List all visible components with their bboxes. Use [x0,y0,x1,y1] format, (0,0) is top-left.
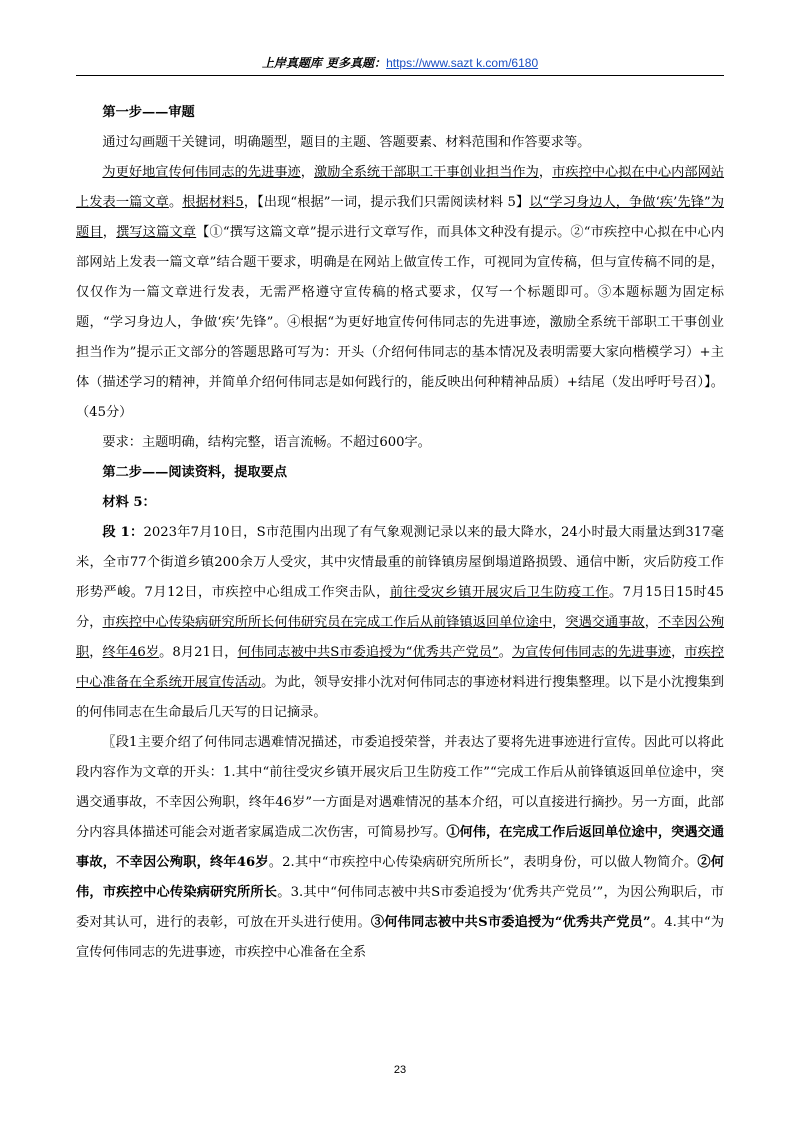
header-rule [76,75,724,76]
paragraph-1: 段 1：2023年7月10日，S市范围内出现了有气象观测记录以来的最大降水，24小时最大雨量达到317毫米，全市77个街道乡镇200余万人受灾，其中灾情最重的前锋镇房屋倒塌道路损毁、通信中断，灾后防疫工作形势严峻。7月12日，市疾控中心组成工作突击队，前往受灾乡镇开展灾后卫生防疫工作。7月15日15时45分，市疾控中心传染病研究所所长何伟研究员在完成工作后从前锋镇返回单位途中，突遇交通事故，不幸因公殉职，终年46岁。8月21日，何伟同志被中共S市委追授为“优秀共产党员”。为宣传何伟同志的先进事迹，市疾控中心准备在全系统开展宣传活动。为此，领导安排小沈对何伟同志的事迹材料进行搜集整理。以下是小沈搜集到的何伟同志在生命最后几天写的日记摘录。 [76,525,725,720]
analysis-paragraph: 〖段1主要介绍了何伟同志遇难情况描述，市委追授荣誉，并表达了要将先进事迹进行宣传。因此可以将此段内容作为文章的开头：1.其中“前往受灾乡镇开展灾后卫生防疫工作”“完成工作后从前锋镇返回单位途中，突遇交通事故，不幸因公殉职，终年46岁”一方面是对遇难情况的基本介绍，可以直接进行摘抄。另一方面，此部分内容具体描述可能会对逝者家属造成二次伤害，可简易抄写。①何伟，在完成工作后返回单位途中，突遇交通事故，不幸因公殉职，终年46岁。2.其中“市疾控中心传染病研究所所长”，表明身份，可以做人物简介。②何伟，市疾控中心传染病研究所所长。3.其中“何伟同志被中共S市委追授为‘优秀共产党员’”，为因公殉职后，市委对其认可，进行的表彰，可放在开头进行使用。③何伟同志被中共S市委追授为“优秀共产党员”。4.其中“为宣传何伟同志的先进事迹，市疾控中心准备在全系 [76,735,725,960]
header-link[interactable]: https://www.sazt k.com/6180 [386,56,539,70]
question-analysis: 为更好地宣传何伟同志的先进事迹，激励全系统干部职工干事创业担当作为，市疾控中心拟在中心内部网站上发表一篇文章。根据材料5，【出现“根据”一词，提示我们只需阅读材料 5】以“学习身边人，争做‘疾’先锋”为题目，撰写这篇文章【①“撰写这篇文章”提示进行文章写作，而具体文种没有提示。②“市疾控中心拟在中心内部网站上发表一篇文章”结合题干要求，明确是在网站上做宣传工作，可视同为宣传稿，但与宣传稿不同的是，仅仅作为一篇文章进行发表，无需严格遵守宣传稿的格式要求，仅写一个标题即可。③本题标题为固定标题，“学习身边人，争做‘疾’先锋”。④根据“为更好地宣传何伟同志的先进事迹，激励全系统干部职工干事创业担当作为”提示正文部分的答题思路可写为：开头（介绍何伟同志的基本情况及表明需要大家向楷模学习）+主体（描述学习的精神，并简单介绍何伟同志是如何践行的，能反映出何种精神品质）+结尾（发出呼吁号召）】。（45分） [76,165,725,420]
document-body [76,98,724,968]
step2-heading: 第二步——阅读资料，提取要点 [102,465,288,480]
step1-heading: 第一步——审题 [102,105,195,120]
header-brand: 上岸真题库 更多真题： [261,56,387,70]
page-number: 23 [393,1064,407,1076]
material-label: 材料 5： [102,495,156,510]
page-header [0,54,800,71]
step1-intro: 通过勾画题干关键词，明确题型，题目的主题、答题要素、材料范围和作答要求等。 [102,135,591,150]
paragraph-1-label: 段 1： [102,525,144,540]
requirements: 要求：主题明确，结构完整，语言流畅。不超过600字。 [102,435,431,450]
